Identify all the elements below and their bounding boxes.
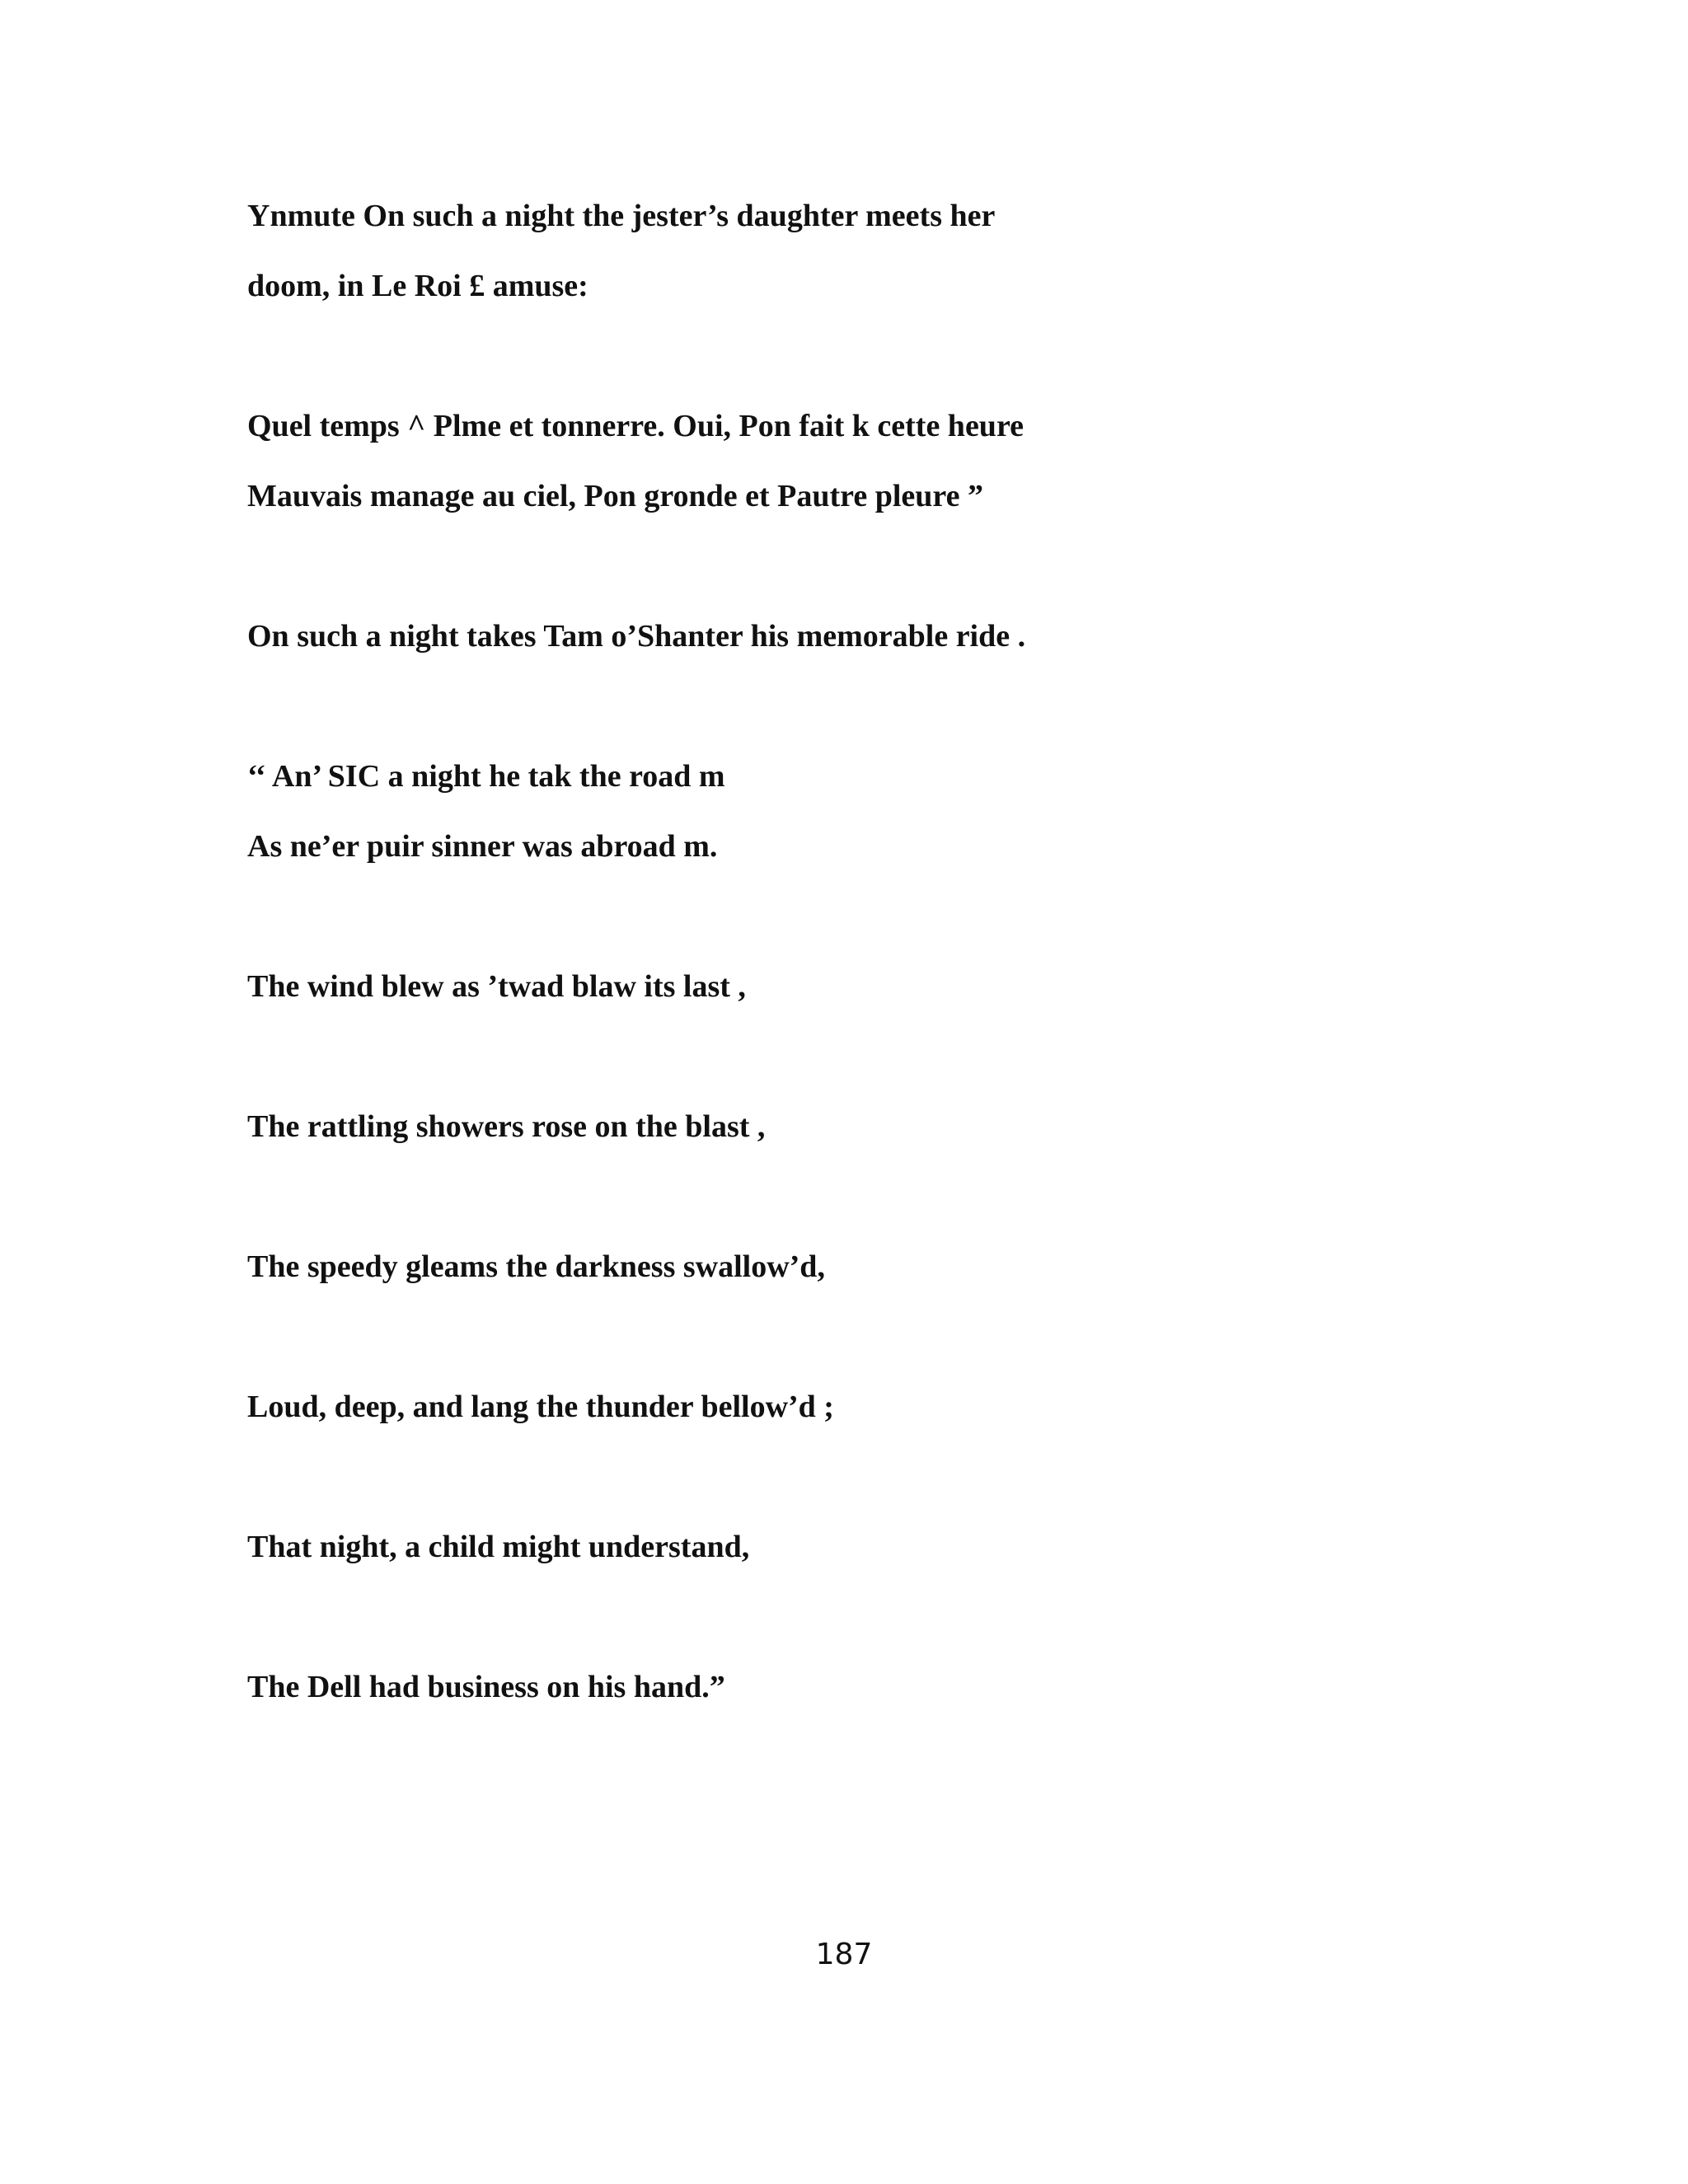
text-line-9: The rattling showers rose on the blast ,: [247, 1109, 766, 1144]
text-line-2: doom, in Le Roi £ amuse:: [247, 269, 588, 303]
text-line-3: Quel temps ^ Plme et tonnerre. Oui, Pon fait k cette heure: [247, 409, 1024, 443]
text-line-4: Mauvais manage au ciel, Pon gronde et Pautre pleure ”: [247, 479, 983, 513]
text-line-5: On such a night takes Tam o’Shanter his memorable ride .: [247, 619, 1026, 654]
text-line-10: The speedy gleams the darkness swallow’d,: [247, 1249, 825, 1284]
text-line-12: That night, a child might understand,: [247, 1530, 750, 1564]
text-line-8: The wind blew as ’twad blaw its last ,: [247, 969, 746, 1004]
page-number: 187: [815, 1938, 873, 1971]
text-line-13: The Dell had business on his hand.”: [247, 1670, 725, 1704]
text-line-1: Ynmute On such a night the jester’s daughter meets her: [247, 199, 996, 233]
text-line-6: ‘‘ An’ SIC a night he tak the road m: [247, 759, 725, 794]
text-line-11: Loud, deep, and lang the thunder bellow’d ;: [247, 1390, 834, 1424]
text-line-7: As ne’er puir sinner was abroad m.: [247, 829, 718, 864]
